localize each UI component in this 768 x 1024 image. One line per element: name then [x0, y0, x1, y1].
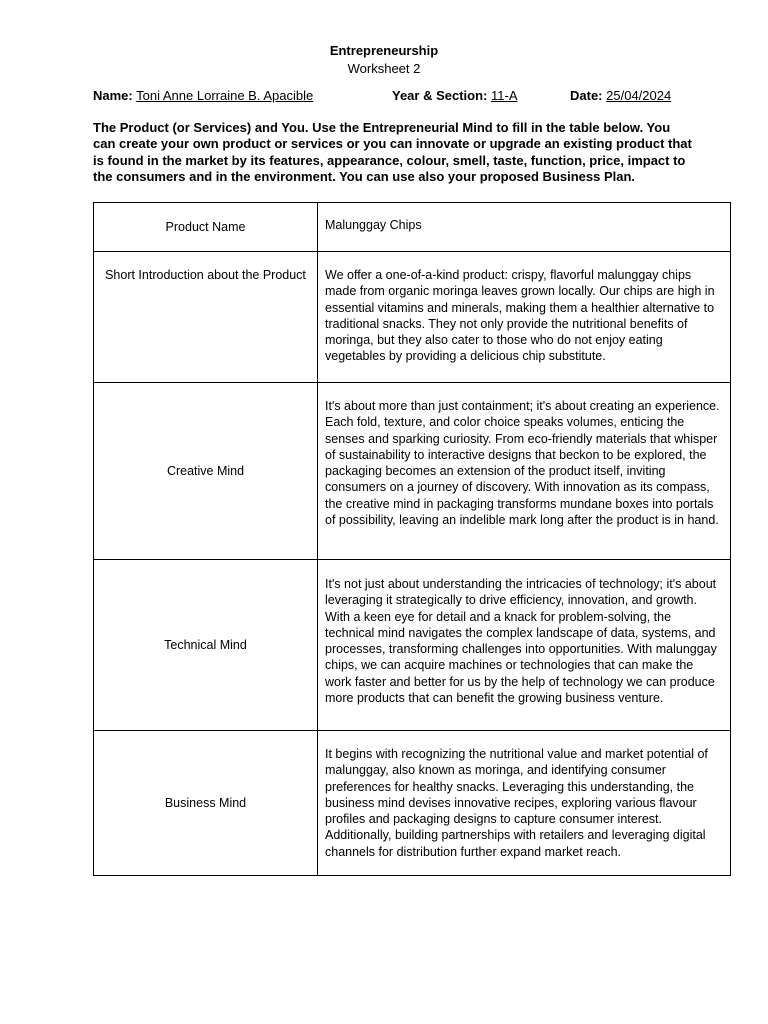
row-content: It's about more than just containment; it's about creating an experience. Each fold, texture, and color choice speaks volumes, enticing the senses and sparking curiosity. From eco-friendly materials that whisper of sustainability to interactive designs that beckon to be explored, the packaging becomes an extension of the product itself, inviting consumers on a journey of discovery. With innovation as its compass, the creative mind in packaging transforms mundane boxes into portals of possibility, leaving an indelible mark long after the product is in hand. — [318, 383, 731, 560]
table-row — [94, 731, 731, 876]
date-field — [570, 88, 671, 103]
document-subtitle: Worksheet 2 — [347, 61, 421, 76]
row-content: It's not just about understanding the intricacies of technology; it's about leveraging it strategically to drive efficiency, innovation, and growth. With a keen eye for detail and a knack for problem-solving, the technical mind navigates the complex landscape of data, systems, and processes, transforming challenges into opportunities. With malunggay chips, we can acquire machines or technologies that can make the work faster and better for us by the help of technology we can produce more products that can benefit the growing business venture. — [318, 560, 731, 731]
instructions-paragraph: The Product (or Services) and You. Use the Entrepreneurial Mind to fill in the table below. You can create your own product or services or you can innovate or upgrade an existing product that is found in the market by its features, appearance, colour, smell, taste, function, price, impact to the consumers and in the environment. You can use also your proposed Business Plan. — [93, 120, 692, 184]
row-label: Short Introduction about the Product — [94, 252, 318, 383]
date-value: 25/04/2024 — [606, 88, 672, 103]
section-label: Year & Section: — [392, 88, 488, 103]
table-row — [94, 203, 731, 252]
product-table — [93, 202, 731, 876]
section-value: 11-A — [491, 88, 518, 103]
row-content: Malunggay Chips — [318, 203, 731, 252]
row-label: Creative Mind — [94, 383, 318, 560]
row-label: Product Name — [94, 203, 318, 252]
table-row — [94, 383, 731, 560]
section-field — [392, 88, 518, 103]
date-label: Date: — [570, 88, 603, 103]
row-content: We offer a one-of-a-kind product: crispy, flavorful malunggay chips made from organic moringa leaves grown locally. Our chips are high in essential vitamins and minerals, making them a healthier alternative to traditional snacks. They not only provide the nutritional benefits of moringa, but they also cater to those who do not enjoy eating vegetables by providing a delicious chip substitute. — [318, 252, 731, 383]
table-row — [94, 252, 731, 383]
row-label: Business Mind — [94, 731, 318, 876]
name-field — [93, 88, 313, 103]
table-row — [94, 560, 731, 731]
row-content: It begins with recognizing the nutritional value and market potential of malunggay, also known as moringa, and identifying consumer preferences for healthy snacks. Leveraging this understanding, the business mind devises innovative recipes, exploring various flavour profiles and packaging designs to capture consumer interest. Additionally, building partnerships with retailers and leveraging digital channels for distribution further expand market reach. — [318, 731, 731, 876]
row-label: Technical Mind — [94, 560, 318, 731]
name-value: Toni Anne Lorraine B. Apacible — [136, 88, 314, 103]
document-title: Entrepreneurship — [329, 43, 439, 58]
name-label: Name: — [93, 88, 133, 103]
